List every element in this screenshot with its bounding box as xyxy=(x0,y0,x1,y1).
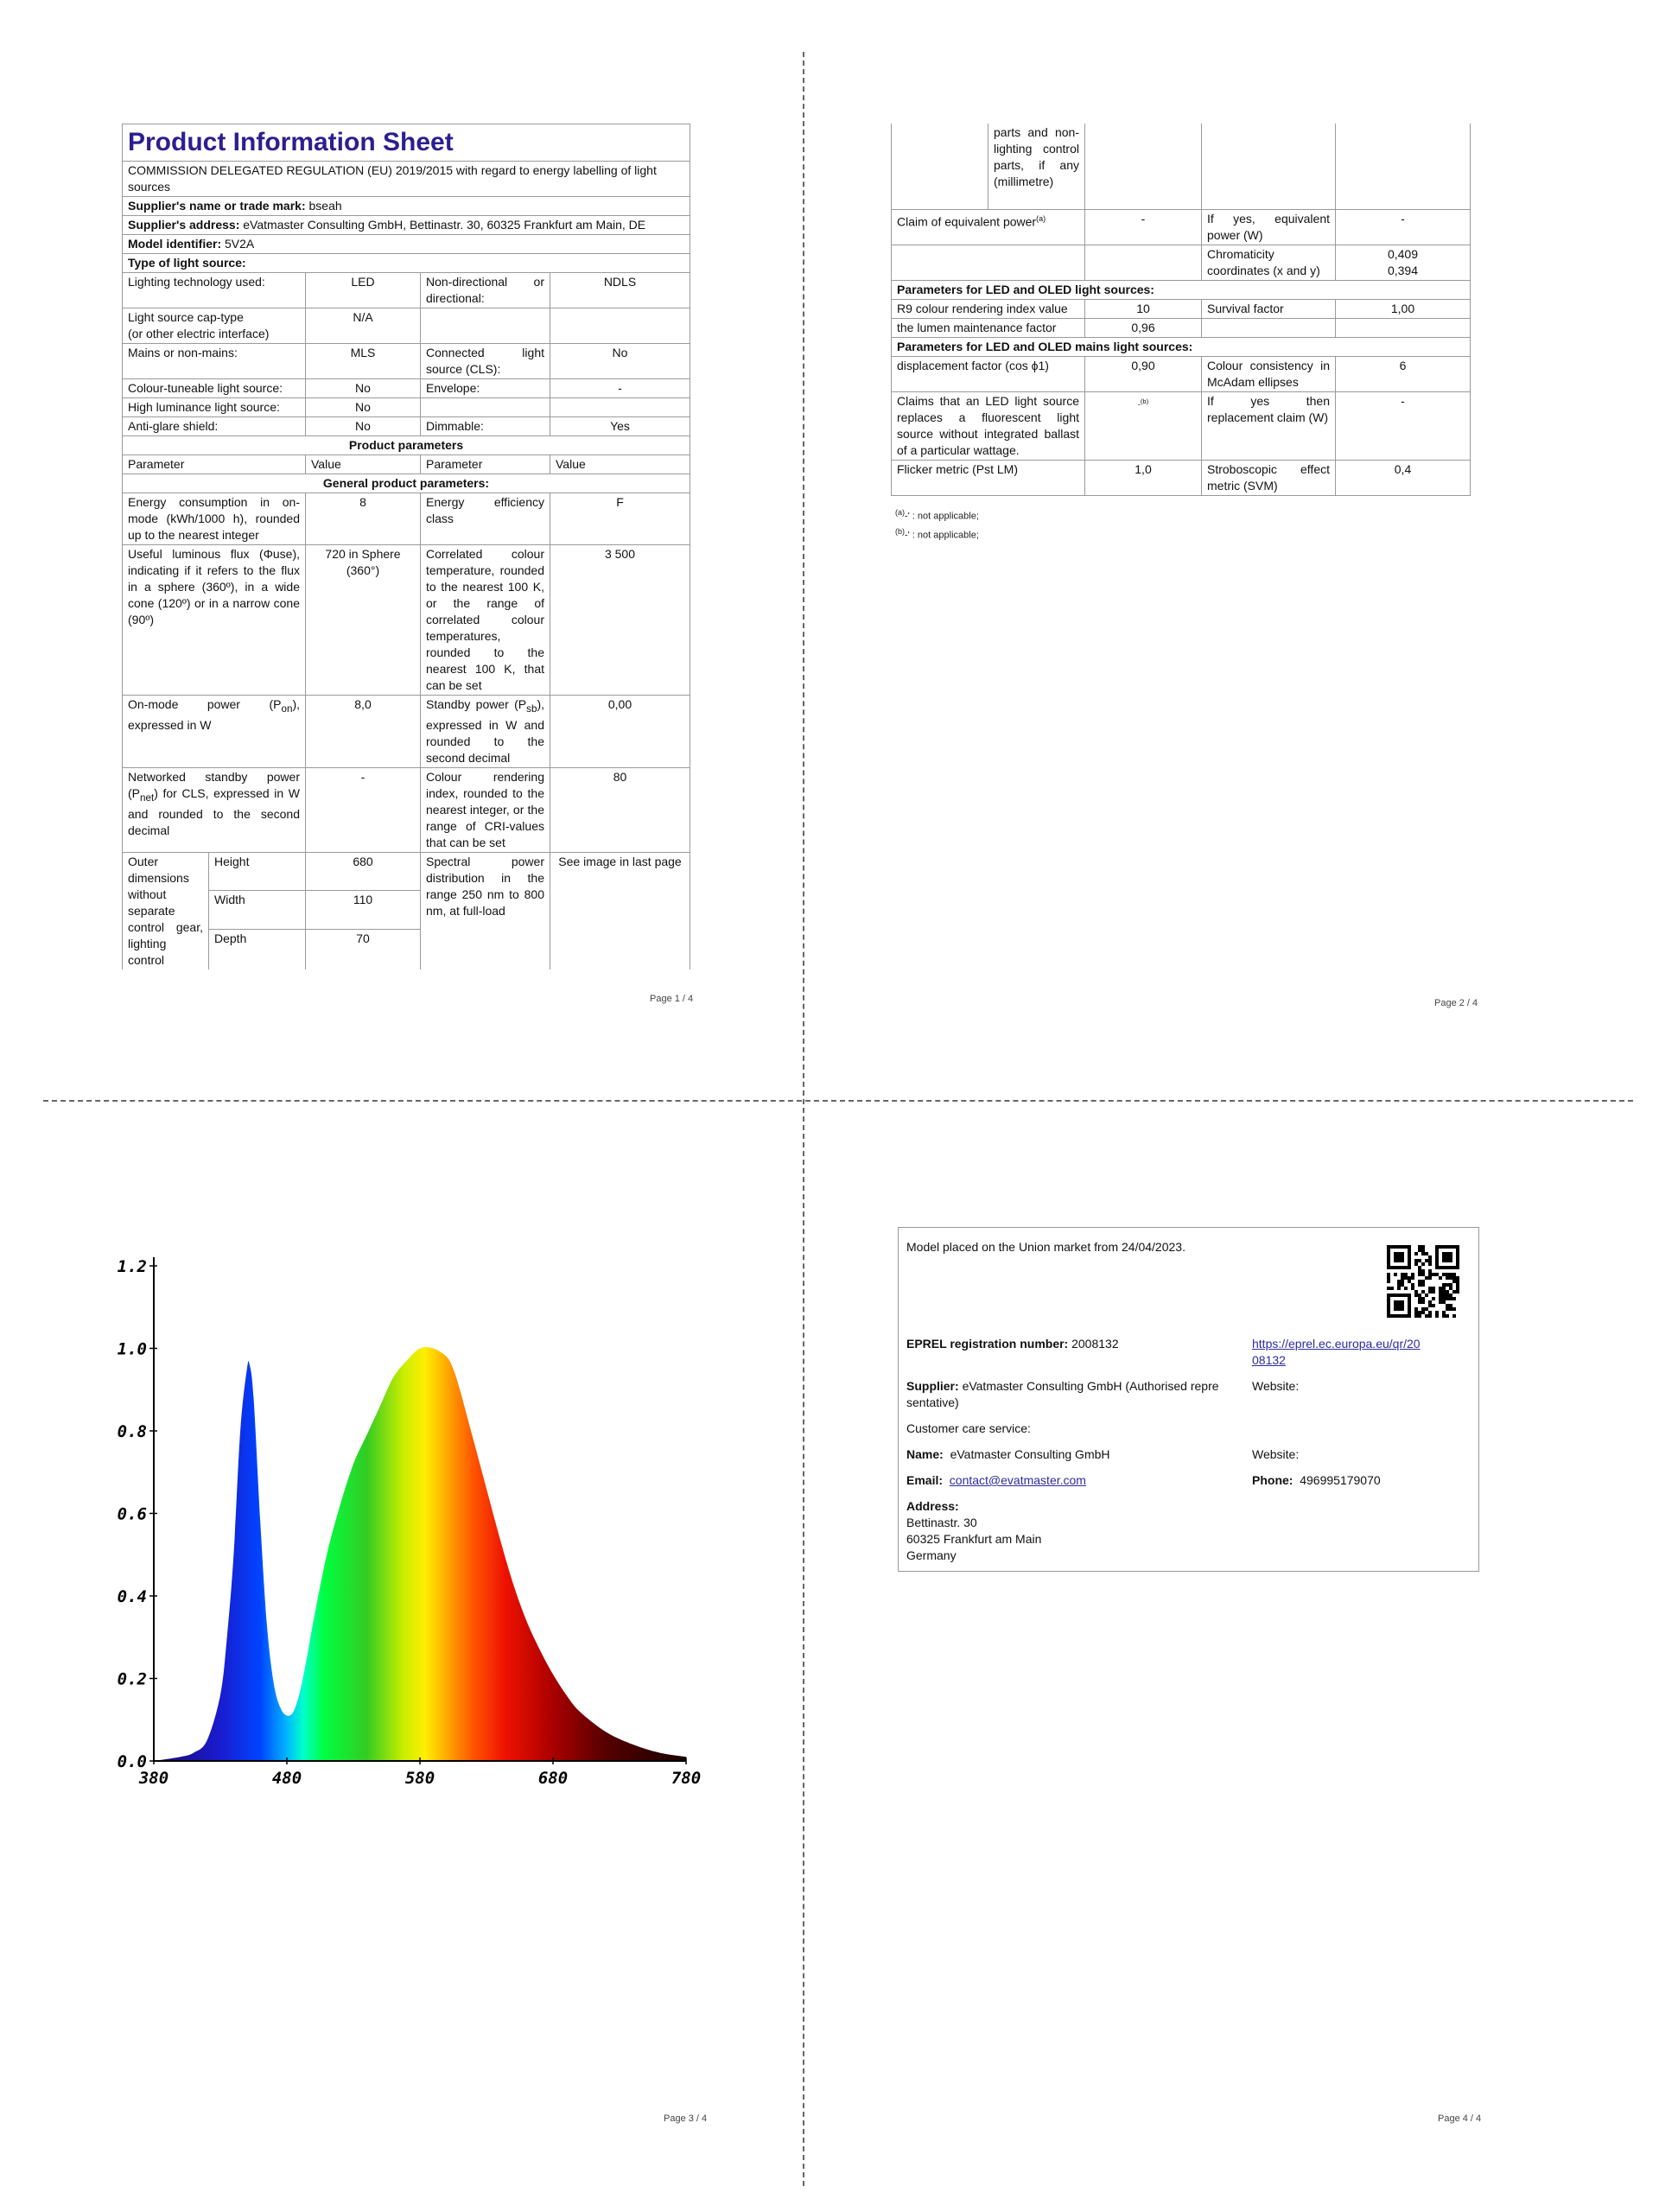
led-params-heading: Parameters for LED and OLED light sources: xyxy=(892,281,1471,300)
x-tick-label: 780 xyxy=(671,1769,702,1788)
energy-label: Energy consumption in on-mode (kWh/1000 h), rounded up to the nearest integer xyxy=(123,493,306,545)
disp-label: displacement factor (cos ϕ1) xyxy=(892,357,1085,392)
website-label-2: Website: xyxy=(1252,1447,1300,1461)
empty-cell xyxy=(892,124,988,210)
chroma-y: 0,394 xyxy=(1387,264,1419,277)
supplier-label: Supplier: xyxy=(906,1379,959,1393)
empty-cell xyxy=(550,398,690,417)
phone-label: Phone: xyxy=(1252,1473,1294,1487)
net-label-b: ) for CLS, expressed in W and rounded to the second decimal xyxy=(128,785,300,837)
empty-cell xyxy=(1336,124,1471,210)
model-label: Model identifier: xyxy=(128,237,222,251)
product-information-table xyxy=(122,124,690,969)
address-block xyxy=(906,1498,1041,1564)
cls-label: Connected light source (CLS): xyxy=(421,344,550,379)
supplier-value-1: eVatmaster Consulting GmbH (Authorised repre xyxy=(962,1379,1219,1393)
page-number: Page 1 / 4 xyxy=(650,994,694,1004)
highlum-value: No xyxy=(306,398,421,417)
tech-value: LED xyxy=(306,273,421,308)
width-label: Width xyxy=(209,891,306,930)
directional-value: NDLS xyxy=(550,273,690,308)
supplier-name-label: Supplier's name or trade mark: xyxy=(128,199,306,213)
empty-cell xyxy=(1336,319,1471,338)
spectral-power-chart xyxy=(117,1231,706,1802)
onpower-sub: on xyxy=(281,702,293,715)
energy-value: 8 xyxy=(306,493,421,545)
type-heading: Type of light source: xyxy=(123,254,690,273)
phone-row xyxy=(1252,1472,1381,1489)
model-value: 5V2A xyxy=(225,237,255,251)
y-tick-label: 0.0 xyxy=(117,1752,147,1771)
empty-cell xyxy=(1085,124,1202,210)
eeclass-label: Energy efficiency class xyxy=(421,493,550,545)
dims-label-continued: parts and non-lighting control parts, if any (millimetre) xyxy=(988,124,1085,210)
y-tick-label: 0.2 xyxy=(117,1669,147,1689)
onpower-label xyxy=(123,696,306,768)
onpower-label-b: ), expressed in W xyxy=(128,697,300,732)
net-sub: net xyxy=(140,791,155,804)
standby-label-b: ), expressed in W and rounded to the second decimal xyxy=(426,697,544,765)
page-title: Product Information Sheet xyxy=(123,124,690,162)
general-params-heading: General product parameters: xyxy=(123,474,690,493)
name-row xyxy=(906,1446,1110,1463)
col-value: Value xyxy=(306,455,421,474)
height-value: 680 xyxy=(306,852,421,891)
consistency-value: 6 xyxy=(1336,357,1471,392)
cap-label-1: Light source cap-type xyxy=(128,310,244,324)
disp-value: 0,90 xyxy=(1085,357,1202,392)
address-line-3: Germany xyxy=(906,1548,957,1562)
phone-value: 496995179070 xyxy=(1300,1473,1381,1487)
claims-value xyxy=(1085,392,1202,461)
equiv-value: - xyxy=(1085,210,1202,245)
qr-code-icon[interactable] xyxy=(1387,1245,1459,1318)
address-line-2: 60325 Frankfurt am Main xyxy=(906,1532,1042,1546)
y-tick-label: 0.4 xyxy=(117,1587,147,1606)
product-information-table-continued xyxy=(891,124,1471,496)
page-number: Page 3 / 4 xyxy=(664,2113,708,2124)
eprel-value: 2008132 xyxy=(1071,1337,1119,1351)
empty-cell xyxy=(1085,245,1202,281)
envelope-label: Envelope: xyxy=(421,379,550,398)
horizontal-page-divider xyxy=(43,1100,1633,1102)
standby-value: 0,00 xyxy=(550,696,690,768)
spd-label: Spectral power distribution in the range 250 nm to 800 nm, at full-load xyxy=(421,852,550,969)
empty-cell xyxy=(550,308,690,344)
footnote-b xyxy=(895,527,979,541)
depth-label: Depth xyxy=(209,929,306,969)
envelope-value: - xyxy=(550,379,690,398)
cri-label: Colour rendering index, rounded to the nearest integer, or the range of CRI-values that can be set xyxy=(421,767,550,852)
claims-dash: - xyxy=(1137,400,1141,409)
email-link[interactable]: contact@evatmaster.com xyxy=(949,1473,1086,1487)
page-number: Page 4 / 4 xyxy=(1438,2113,1482,2124)
empty-cell xyxy=(421,308,550,344)
tech-label: Lighting technology used: xyxy=(123,273,306,308)
col-parameter: Parameter xyxy=(421,455,550,474)
dims-label: Outer dimensions without separate control gear, lighting control xyxy=(123,852,209,969)
dimmable-label: Dimmable: xyxy=(421,417,550,436)
tune-label: Colour-tuneable light source: xyxy=(123,379,306,398)
onpower-label-a: On-mode power (P xyxy=(128,697,282,711)
standby-label-a: Standby power (P xyxy=(426,697,527,711)
cap-label xyxy=(123,308,306,344)
equiv-sup: (a) xyxy=(1036,214,1046,223)
eprel-info-box xyxy=(898,1227,1479,1572)
cls-value: No xyxy=(550,344,690,379)
supplier-address-value: eVatmaster Consulting GmbH, Bettinastr. 30, 60325 Frankfurt am Main, DE xyxy=(243,218,646,232)
flux-label: Useful luminous flux (Φuse), indicating if it refers to the flux in a sphere (360º), in a wide cone (120º) or in a narrow cone (90º) xyxy=(123,545,306,696)
email-row xyxy=(906,1472,1086,1489)
supplier-address-row xyxy=(123,216,690,235)
net-value: - xyxy=(306,767,421,852)
vertical-page-divider xyxy=(803,52,804,2186)
empty-cell xyxy=(892,245,1085,281)
lumen-value: 0,96 xyxy=(1085,319,1202,338)
standby-sub: sb xyxy=(526,702,537,715)
empty-cell xyxy=(1202,124,1336,210)
depth-value: 70 xyxy=(306,929,421,969)
strobo-value: 0,4 xyxy=(1336,461,1471,496)
x-tick-label: 380 xyxy=(138,1769,169,1788)
spectrum-area xyxy=(154,1347,686,1761)
placed-on-market: Model placed on the Union market from 24/04/2023. xyxy=(906,1240,1185,1254)
equivw-label: If yes, equivalent power (W) xyxy=(1202,210,1336,245)
address-label: Address: xyxy=(906,1499,959,1513)
claims-sup: (b) xyxy=(1140,397,1149,405)
flicker-value: 1,0 xyxy=(1085,461,1202,496)
eprel-label: EPREL registration number: xyxy=(906,1337,1069,1351)
y-tick-label: 1.0 xyxy=(117,1339,147,1359)
supplier-name-row xyxy=(123,197,690,216)
eprel-row xyxy=(906,1336,1119,1352)
footnote-b-text: -' : not applicable; xyxy=(905,530,979,541)
r9-label: R9 colour rendering index value xyxy=(892,300,1085,319)
equivw-value: - xyxy=(1336,210,1471,245)
equiv-label-text: Claim of equivalent power xyxy=(897,214,1037,229)
supplier-value-2: sentative) xyxy=(906,1395,959,1409)
survival-value: 1,00 xyxy=(1336,300,1471,319)
equiv-label xyxy=(892,210,1085,245)
footnote-a-text: -' : not applicable; xyxy=(905,511,979,522)
regulation-text: COMMISSION DELEGATED REGULATION (EU) 2019/2015 with regard to energy labelling of light sources xyxy=(123,162,690,197)
address-line-1: Bettinastr. 30 xyxy=(906,1516,977,1529)
antiglare-label: Anti-glare shield: xyxy=(123,417,306,436)
directional-label: Non-directional or directional: xyxy=(421,273,550,308)
net-label-a: Networked standby power (P xyxy=(128,769,300,800)
y-tick-label: 0.8 xyxy=(117,1422,147,1441)
cct-label: Correlated colour temperature, rounded to the nearest 100 K, or the range of correlated colour temperatures, rounded to the nearest 100 K, that can be set xyxy=(421,545,550,696)
flux-value: 720 in Sphere (360°) xyxy=(306,545,421,696)
cct-value: 3 500 xyxy=(550,545,690,696)
dimmable-value: Yes xyxy=(550,417,690,436)
x-tick-label: 580 xyxy=(404,1769,435,1788)
x-tick-label: 480 xyxy=(271,1769,302,1788)
eeclass-value: F xyxy=(550,493,690,545)
page-number: Page 2 / 4 xyxy=(1434,998,1478,1008)
mains-params-heading: Parameters for LED and OLED mains light sources: xyxy=(892,338,1471,357)
claims-label: Claims that an LED light source replaces a fluorescent light source without integrated ballast of a particular wattage. xyxy=(892,392,1085,461)
email-label: Email: xyxy=(906,1473,944,1487)
cap-value: N/A xyxy=(306,308,421,344)
lumen-label: the lumen maintenance factor xyxy=(892,319,1085,338)
y-tick-label: 0.6 xyxy=(117,1504,147,1524)
customer-care-heading: Customer care service: xyxy=(906,1421,1031,1435)
tune-value: No xyxy=(306,379,421,398)
website-label: Website: xyxy=(1252,1379,1300,1393)
flicker-label: Flicker metric (Pst LM) xyxy=(892,461,1085,496)
eprel-link[interactable] xyxy=(1252,1336,1421,1369)
consistency-label: Colour consistency in McAdam ellipses xyxy=(1202,357,1336,392)
replace-label: If yes then replacement claim (W) xyxy=(1202,392,1336,461)
chroma-x: 0,409 xyxy=(1387,247,1419,261)
spd-value: See image in last page xyxy=(550,852,690,969)
supplier-address-label: Supplier's address: xyxy=(128,218,240,232)
chroma-label: Chromaticity coordinates (x and y) xyxy=(1202,245,1336,281)
empty-cell xyxy=(421,398,550,417)
y-tick-label: 1.2 xyxy=(117,1257,147,1276)
highlum-label: High luminance light source: xyxy=(123,398,306,417)
empty-cell xyxy=(1202,319,1336,338)
onpower-value: 8,0 xyxy=(306,696,421,768)
footnote-a xyxy=(895,508,979,522)
col-value: Value xyxy=(550,455,690,474)
product-params-heading: Product parameters xyxy=(123,436,690,455)
supplier-row xyxy=(906,1378,1243,1411)
footnote-b-sup: (b) xyxy=(895,527,905,536)
survival-label: Survival factor xyxy=(1202,300,1336,319)
supplier-name-value: bseah xyxy=(308,199,342,213)
height-label: Height xyxy=(209,852,306,891)
cri-value: 80 xyxy=(550,767,690,852)
strobo-label: Stroboscopic effect metric (SVM) xyxy=(1202,461,1336,496)
antiglare-value: No xyxy=(306,417,421,436)
mains-label: Mains or non-mains: xyxy=(123,344,306,379)
x-tick-label: 680 xyxy=(537,1769,569,1788)
mains-value: MLS xyxy=(306,344,421,379)
footnote-a-sup: (a) xyxy=(895,508,905,517)
eprel-link-line2[interactable]: 08132 xyxy=(1252,1353,1286,1367)
eprel-link-line1[interactable]: https://eprel.ec.europa.eu/qr/20 xyxy=(1252,1337,1421,1351)
model-row xyxy=(123,235,690,254)
name-label: Name: xyxy=(906,1447,944,1461)
name-value: eVatmaster Consulting GmbH xyxy=(950,1447,1110,1461)
col-parameter: Parameter xyxy=(123,455,306,474)
width-value: 110 xyxy=(306,891,421,930)
standby-label xyxy=(421,696,550,768)
r9-value: 10 xyxy=(1085,300,1202,319)
replace-value: - xyxy=(1336,392,1471,461)
cap-label-2: (or other electric interface) xyxy=(128,327,270,340)
net-label xyxy=(123,767,306,852)
chroma-value xyxy=(1336,245,1471,281)
